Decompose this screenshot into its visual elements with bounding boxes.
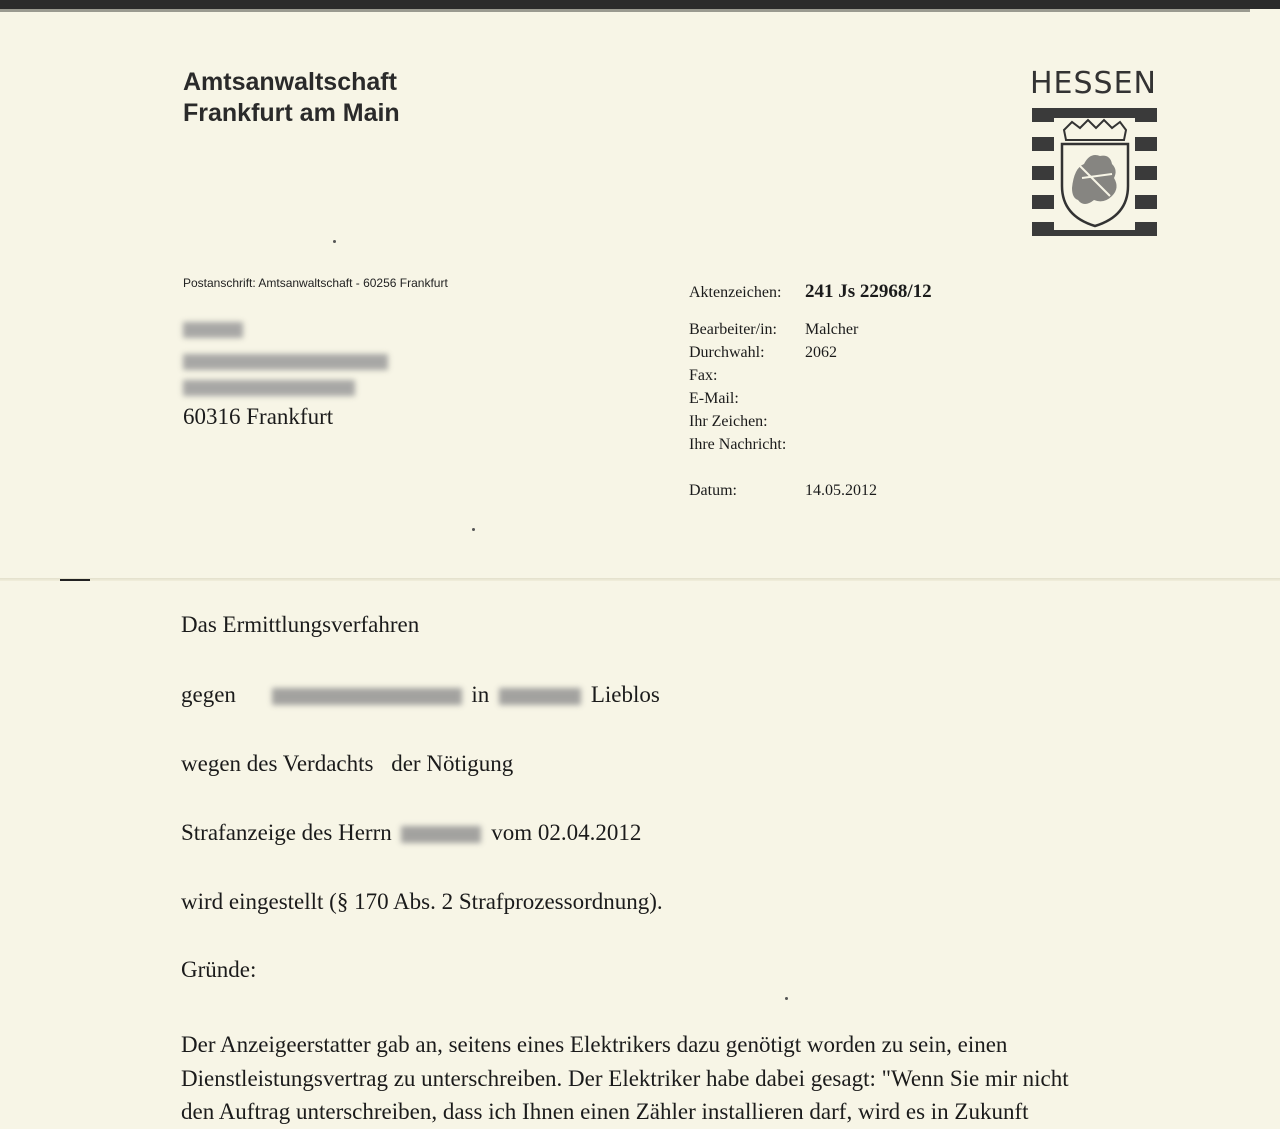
aktenzeichen-value: 241 Js 22968/12 (805, 281, 932, 302)
para-line-3: den Auftrag unterschreiben, dass ich Ihnen einen Zähler installieren darf, wird es in Zukunft (181, 1099, 1029, 1124)
fold-mark (60, 579, 90, 581)
postal-address-line: Postanschrift: Amtsanwaltschaft - 60256 Frankfurt (183, 276, 448, 290)
datum-label: Datum: (689, 482, 737, 499)
bearbeiter-value: Malcher (805, 321, 859, 338)
paper-fold (0, 578, 1280, 581)
gruende-heading: Gründe: (181, 957, 257, 982)
scan-speck (472, 528, 475, 531)
durchwahl-value: 2062 (805, 344, 837, 361)
reasons-paragraph (181, 1028, 1161, 1129)
recipient-redacted-3 (183, 380, 355, 401)
scan-speck (785, 997, 788, 1000)
recipient-redacted-2 (183, 354, 388, 375)
redacted-complainant (401, 826, 481, 843)
gegen-word: gegen (181, 682, 236, 707)
scan-top-shadow (0, 9, 1250, 12)
body-line-eingestellt: wird eingestellt (§ 170 Abs. 2 Strafprozessordnung). (181, 889, 663, 914)
redacted-name (272, 688, 462, 705)
authority-line1: Amtsanwaltschaft (183, 68, 397, 96)
recipient-redacted-1 (183, 322, 243, 343)
scan-speck (333, 240, 336, 243)
redacted-place (499, 688, 581, 705)
strafanzeige-text: Strafanzeige des Herrn (181, 820, 392, 845)
body-line-gegen (181, 682, 660, 708)
aktenzeichen-label: Aktenzeichen: (689, 284, 782, 301)
wegen-text: wegen des Verdachts (181, 751, 374, 776)
body-line-strafanzeige (181, 820, 641, 846)
hessen-crest-icon (1032, 108, 1157, 236)
noetigung-text: der Nötigung (391, 751, 514, 776)
scan-top-edge (0, 0, 1280, 9)
lieblos-word: Lieblos (590, 682, 660, 707)
ihre-nachricht-label: Ihre Nachricht: (689, 436, 787, 453)
durchwahl-label: Durchwahl: (689, 344, 765, 361)
ihr-zeichen-label: Ihr Zeichen: (689, 413, 768, 430)
email-label: E-Mail: (689, 390, 739, 407)
bearbeiter-label: Bearbeiter/in: (689, 321, 777, 338)
state-logo-text: HESSEN (1030, 66, 1157, 101)
fax-label: Fax: (689, 367, 718, 384)
authority-line2: Frankfurt am Main (183, 99, 400, 127)
body-line-verfahren: Das Ermittlungsverfahren (181, 612, 420, 637)
datum-value: 14.05.2012 (805, 482, 877, 499)
sender-authority (183, 67, 400, 129)
recipient-city: 60316 Frankfurt (183, 404, 334, 429)
body-line-wegen (181, 751, 513, 777)
vom-date-text: vom 02.04.2012 (491, 820, 642, 845)
para-line-2: Dienstleistungsvertrag zu unterschreiben. Der Elektriker habe dabei gesagt: "Wenn Sie mir nicht (181, 1065, 1069, 1091)
in-word: in (471, 682, 490, 707)
para-line-1: Der Anzeigeerstatter gab an, seitens eines Elektrikers dazu genötigt worden zu sein, einen (181, 1032, 1008, 1057)
